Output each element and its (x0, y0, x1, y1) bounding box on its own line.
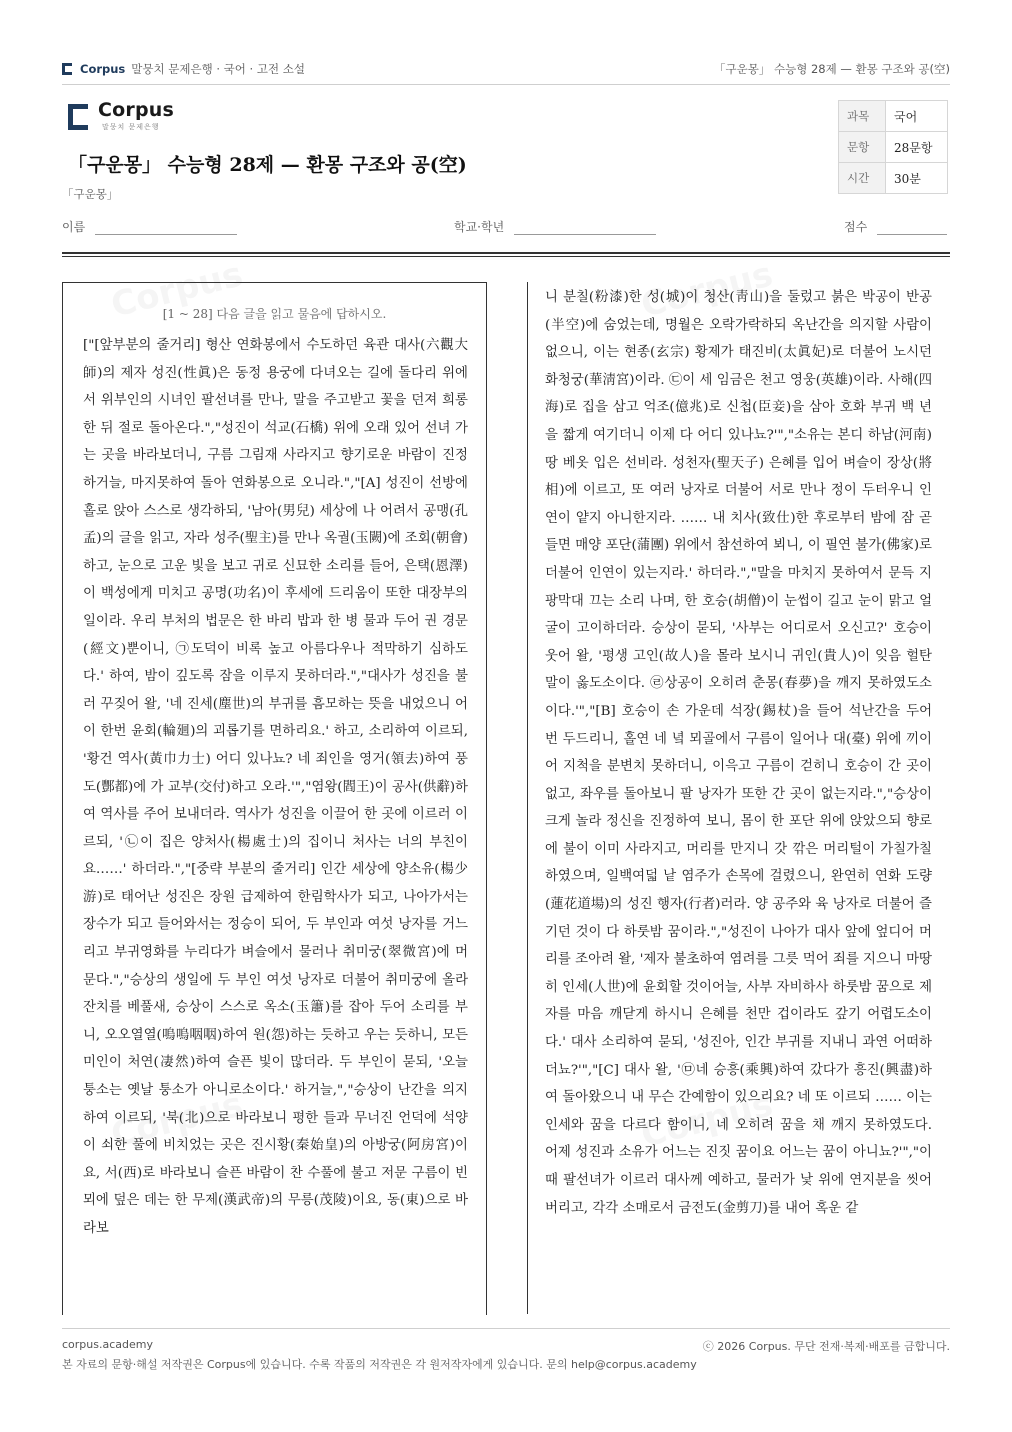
logo-wordmark: Corpus (98, 99, 175, 121)
question-instruction: [1 ~ 28] 다음 글을 읽고 물음에 답하시오. (162, 307, 387, 321)
running-header-title: 「구운몽」 수능형 28제 — 환몽 구조와 공(空) (714, 62, 950, 76)
name-blank[interactable] (95, 218, 237, 235)
running-header (62, 58, 950, 80)
school-label: 학교·학년 (454, 220, 505, 234)
section-rule-thin (62, 256, 950, 257)
school-blank[interactable] (514, 218, 656, 235)
info-value: 국어 (886, 101, 948, 132)
passage-paragraph: 니 분칠(粉漆)한 성(城)이 청산(靑山)을 둘렀고 붉은 박공이 반공(半空)에 숨었는데, 명월은 오락가락하되 옥난간을 의지할 사람이 없으니, 이는 현종(玄宗) 황제가 태진비(太眞妃)로 더불어 노시던 화청궁(華淸宮)이라. ㉢이 세 임금은 천고 영웅(英雄)이라. 사해(四海)로 집을 삼고 억조(億兆)로 신첩(臣妾)을 삼아 호화 부귀 백 년을 짧게 여기더니 이제 다 어디 있나뇨?'","소유는 본디 하남(河南) 땅 베옷 입은 선비라. 성천자(聖天子) 은혜를 입어 벼슬이 장상(將相)에 이르고, 또 여러 낭자로 더불어 서로 만나 정이 두터우니 인연이 얕지 아니한지라. …… 내 치사(致仕)한 후로부터 밤에 잠 곧 들면 매양 포단(蒲團) 위에서 참선하여 뵈니, 이 필연 불가(佛家)로 더불어 인연이 있는지라.' 하더라.","말을 마치지 못하여서 문득 지팡막대 끄는 소리 나며, 한 호승(胡僧)이 눈썹이 길고 눈이 맑고 얼굴이 고이하더라. 승상이 묻되, '사부는 어디로서 오신고?' 호승이 웃어 왈, '평생 고인(故人)을 몰라 보시니 귀인(貴人)이 잊음 헐탄 말이 옳도소이다. ㉣상공이 오히려 춘몽(春夢)을 깨지 못하였도소이다.'","[B] 호승이 손 가운데 석장(錫杖)을 들어 석난간을 두어 번 두드리니, 홀연 네 녘 뫼골에서 구름이 일어나 대(臺) 위에 끼이어 지척을 분변치 못하더니, 이윽고 구름이 걷히니 호승이 간 곳이 없고, 좌우를 돌아보니 팔 낭자가 또한 간 곳이 없는지라.","승상이 크게 놀라 정신을 진정하여 보니, 몸이 한 포단 위에 앉았으되 향로에 불이 이미 사라지고, 머리를 만지니 갓 깎은 머리털이 가칠가칠하였으며, 일백여덟 낱 염주가 손목에 걸렸으니, 완연히 연화 도량(蓮花道場)의 성진 행자(行者)러라. 양 공주와 육 낭자로 더불어 즐기던 것이 다 하룻밤 꿈이라.","성진이 나아가 대사 앞에 엎디어 머리를 조아려 왈, '제자 불초하여 염려를 그릇 먹어 죄를 지으니 마땅히 인세(人世)에 윤회할 것이어늘, 사부 자비하사 하룻밤 꿈으로 제자를 마음 깨닫게 하시니 은혜를 천만 겁이라도 갚기 어렵도소이다.' 대사 소리하여 묻되, '성진아, 인간 부귀를 지내니 과연 어떠하더뇨?'","[C] 대사 왈, '㉤네 승흥(乘興)하여 갔다가 흥진(興盡)하여 돌아왔으니 내 무슨 간예함이 있으리요? 네 또 이르되 …… 이는 인세와 꿈을 다르다 함이니, 네 오히려 꿈을 채 깨지 못하였도다. 어제 성진과 소유가 어느는 진짓 꿈이요 어느는 꿈이 아니뇨?'","이때 팔선녀가 이르러 대사께 예하고, 물러가 낯 위에 연지분을 씻어 버리고, 각각 소매로서 금전도(金剪刀)를 내어 혹운 같 (545, 290, 932, 1216)
score-blank[interactable] (877, 218, 947, 235)
page-title: 「구운몽」 수능형 28제 — 환몽 구조와 공(空) (68, 154, 467, 176)
exam-info-table (838, 100, 948, 194)
header-divider (62, 84, 950, 85)
score-field[interactable] (844, 218, 947, 235)
passage-box-left (62, 282, 487, 1315)
footer-divider (62, 1328, 950, 1329)
info-key: 문항 (839, 132, 886, 163)
info-row-questions (839, 132, 948, 163)
score-label: 점수 (844, 220, 868, 234)
info-key: 과목 (839, 101, 886, 132)
name-label: 이름 (62, 220, 86, 234)
footer-notice: 본 자료의 문항·해설 저작권은 Corpus에 있습니다. 수록 작품의 저작권은 각 원저작자에게 있습니다. 문의 help@corpus.academy (62, 1358, 697, 1371)
info-value: 28문항 (886, 132, 948, 163)
name-field[interactable] (62, 218, 237, 235)
section-rule (62, 252, 950, 254)
running-header-brand: Corpus (80, 62, 126, 76)
page-subtitle: 「구운몽」 (62, 187, 119, 201)
corpus-mini-logo-icon (62, 63, 74, 75)
info-row-time (839, 163, 948, 194)
footer-copyright: ⓒ 2026 Corpus. 무단 전재·복제·배포를 금합니다. (702, 1340, 950, 1353)
passage-box-right (545, 282, 932, 1314)
footer-site[interactable]: corpus.academy (62, 1338, 153, 1351)
running-header-left (62, 61, 305, 77)
info-row-subject (839, 101, 948, 132)
school-field[interactable] (454, 218, 656, 235)
column-divider (527, 282, 528, 1314)
corpus-logo-icon (68, 104, 90, 130)
logo-tagline: 말뭉치 문제은행 (102, 123, 160, 131)
passage-text-right (545, 284, 932, 1222)
passage-paragraph: ["[앞부분의 줄거리] 형산 연화봉에서 수도하던 육관 대사(六觀大師)의 제자 성진(性眞)은 동정 용궁에 다녀오는 길에 돌다리 위에서 위부인의 시녀인 팔선녀를 만나, 말을 주고받고 꽃을 던져 희롱한 뒤 절로 돌아온다.","성진이 석교(石橋) 위에 오래 있어 선녀 가는 곳을 바라보더니, 구름 그림재 사라지고 향기로운 바람이 진정하거늘, 마지못하여 돌아 연화봉으로 오니라.","[A] 성진이 선방에 홀로 앉아 스스로 생각하되, '남아(男兒) 세상에 나 어려서 공맹(孔孟)의 글을 읽고, 자라 성주(聖主)를 만나 옥궐(玉闕)에 조회(朝會)하고, 눈으로 고운 빛을 보고 귀로 신묘한 소리를 들어, 은택(恩澤)이 백성에게 미치고 공명(功名)이 후세에 드리움이 또한 대장부의 일이라. 우리 부처의 법문은 한 바리 밥과 한 병 물과 두어 권 경문(經文)뿐이니, ㉠도덕이 비록 높고 아름다우나 적막하기 심하도다.' 하여, 밤이 깊도록 잠을 이루지 못하더라.","대사가 성진을 불러 꾸짖어 왈, '네 진세(塵世)의 부귀를 흠모하는 뜻을 내었으니 어이 한번 윤회(輪廻)의 괴롭기를 면하리요.' 하고, 소리하여 이르되, '황건 역사(黃巾力士) 어디 있나뇨? 네 죄인을 영거(領去)하여 풍도(酆都)에 가 교부(交付)하고 오라.'","염왕(閻王)이 공사(供辭)하여 역사를 주어 보내더라. 역사가 성진을 이끌어 한 곳에 이르러 이르되, '㉡이 집은 양처사(楊處士)의 집이니 처사는 너의 부친이요……' 하더라.","[중략 부분의 줄거리] 인간 세상에 양소유(楊少游)로 태어난 성진은 장원 급제하여 한림학사가 되고, 나아가서는 장수가 되고 들어와서는 정승이 되어, 두 부인과 여섯 낭자를 거느리고 부귀영화를 누리다가 벼슬에서 물러나 취미궁(翠微宮)에 머문다.","승상의 생일에 두 부인 여섯 낭자로 더불어 취미궁에 올라 잔치를 베풀새, 승상이 스스로 옥소(玉簫)를 잡아 두어 소리를 부니, 오오열열(嗚嗚咽咽)하여 원(怨)하는 듯하고 우는 듯하니, 모든 미인이 처연(凄然)하여 슬픈 빛이 많더라. 두 부인이 묻되, '오늘 퉁소는 옛날 퉁소가 아니로소이다.' 하거늘,","승상이 난간을 의지하여 이르되, '북(北)으로 바라보니 평한 들과 무너진 언덕에 석양이 쇠한 풀에 비치었는 곳은 진시황(秦始皇)의 아방궁(阿房宮)이요, 서(西)로 바라보니 슬픈 바람이 찬 수풀에 불고 저문 구름이 빈 뫼에 덮은 데는 한 무제(漢武帝)의 무릉(茂陵)이요, 동(東)으로 바라보 (83, 338, 468, 1236)
running-header-path: 말뭉치 문제은행 · 국어 · 고전 소설 (131, 62, 305, 76)
footer-top (62, 1338, 950, 1354)
passage-text-left (63, 332, 486, 1243)
info-key: 시간 (839, 163, 886, 194)
student-fields (62, 218, 950, 238)
info-value: 30분 (886, 163, 948, 194)
